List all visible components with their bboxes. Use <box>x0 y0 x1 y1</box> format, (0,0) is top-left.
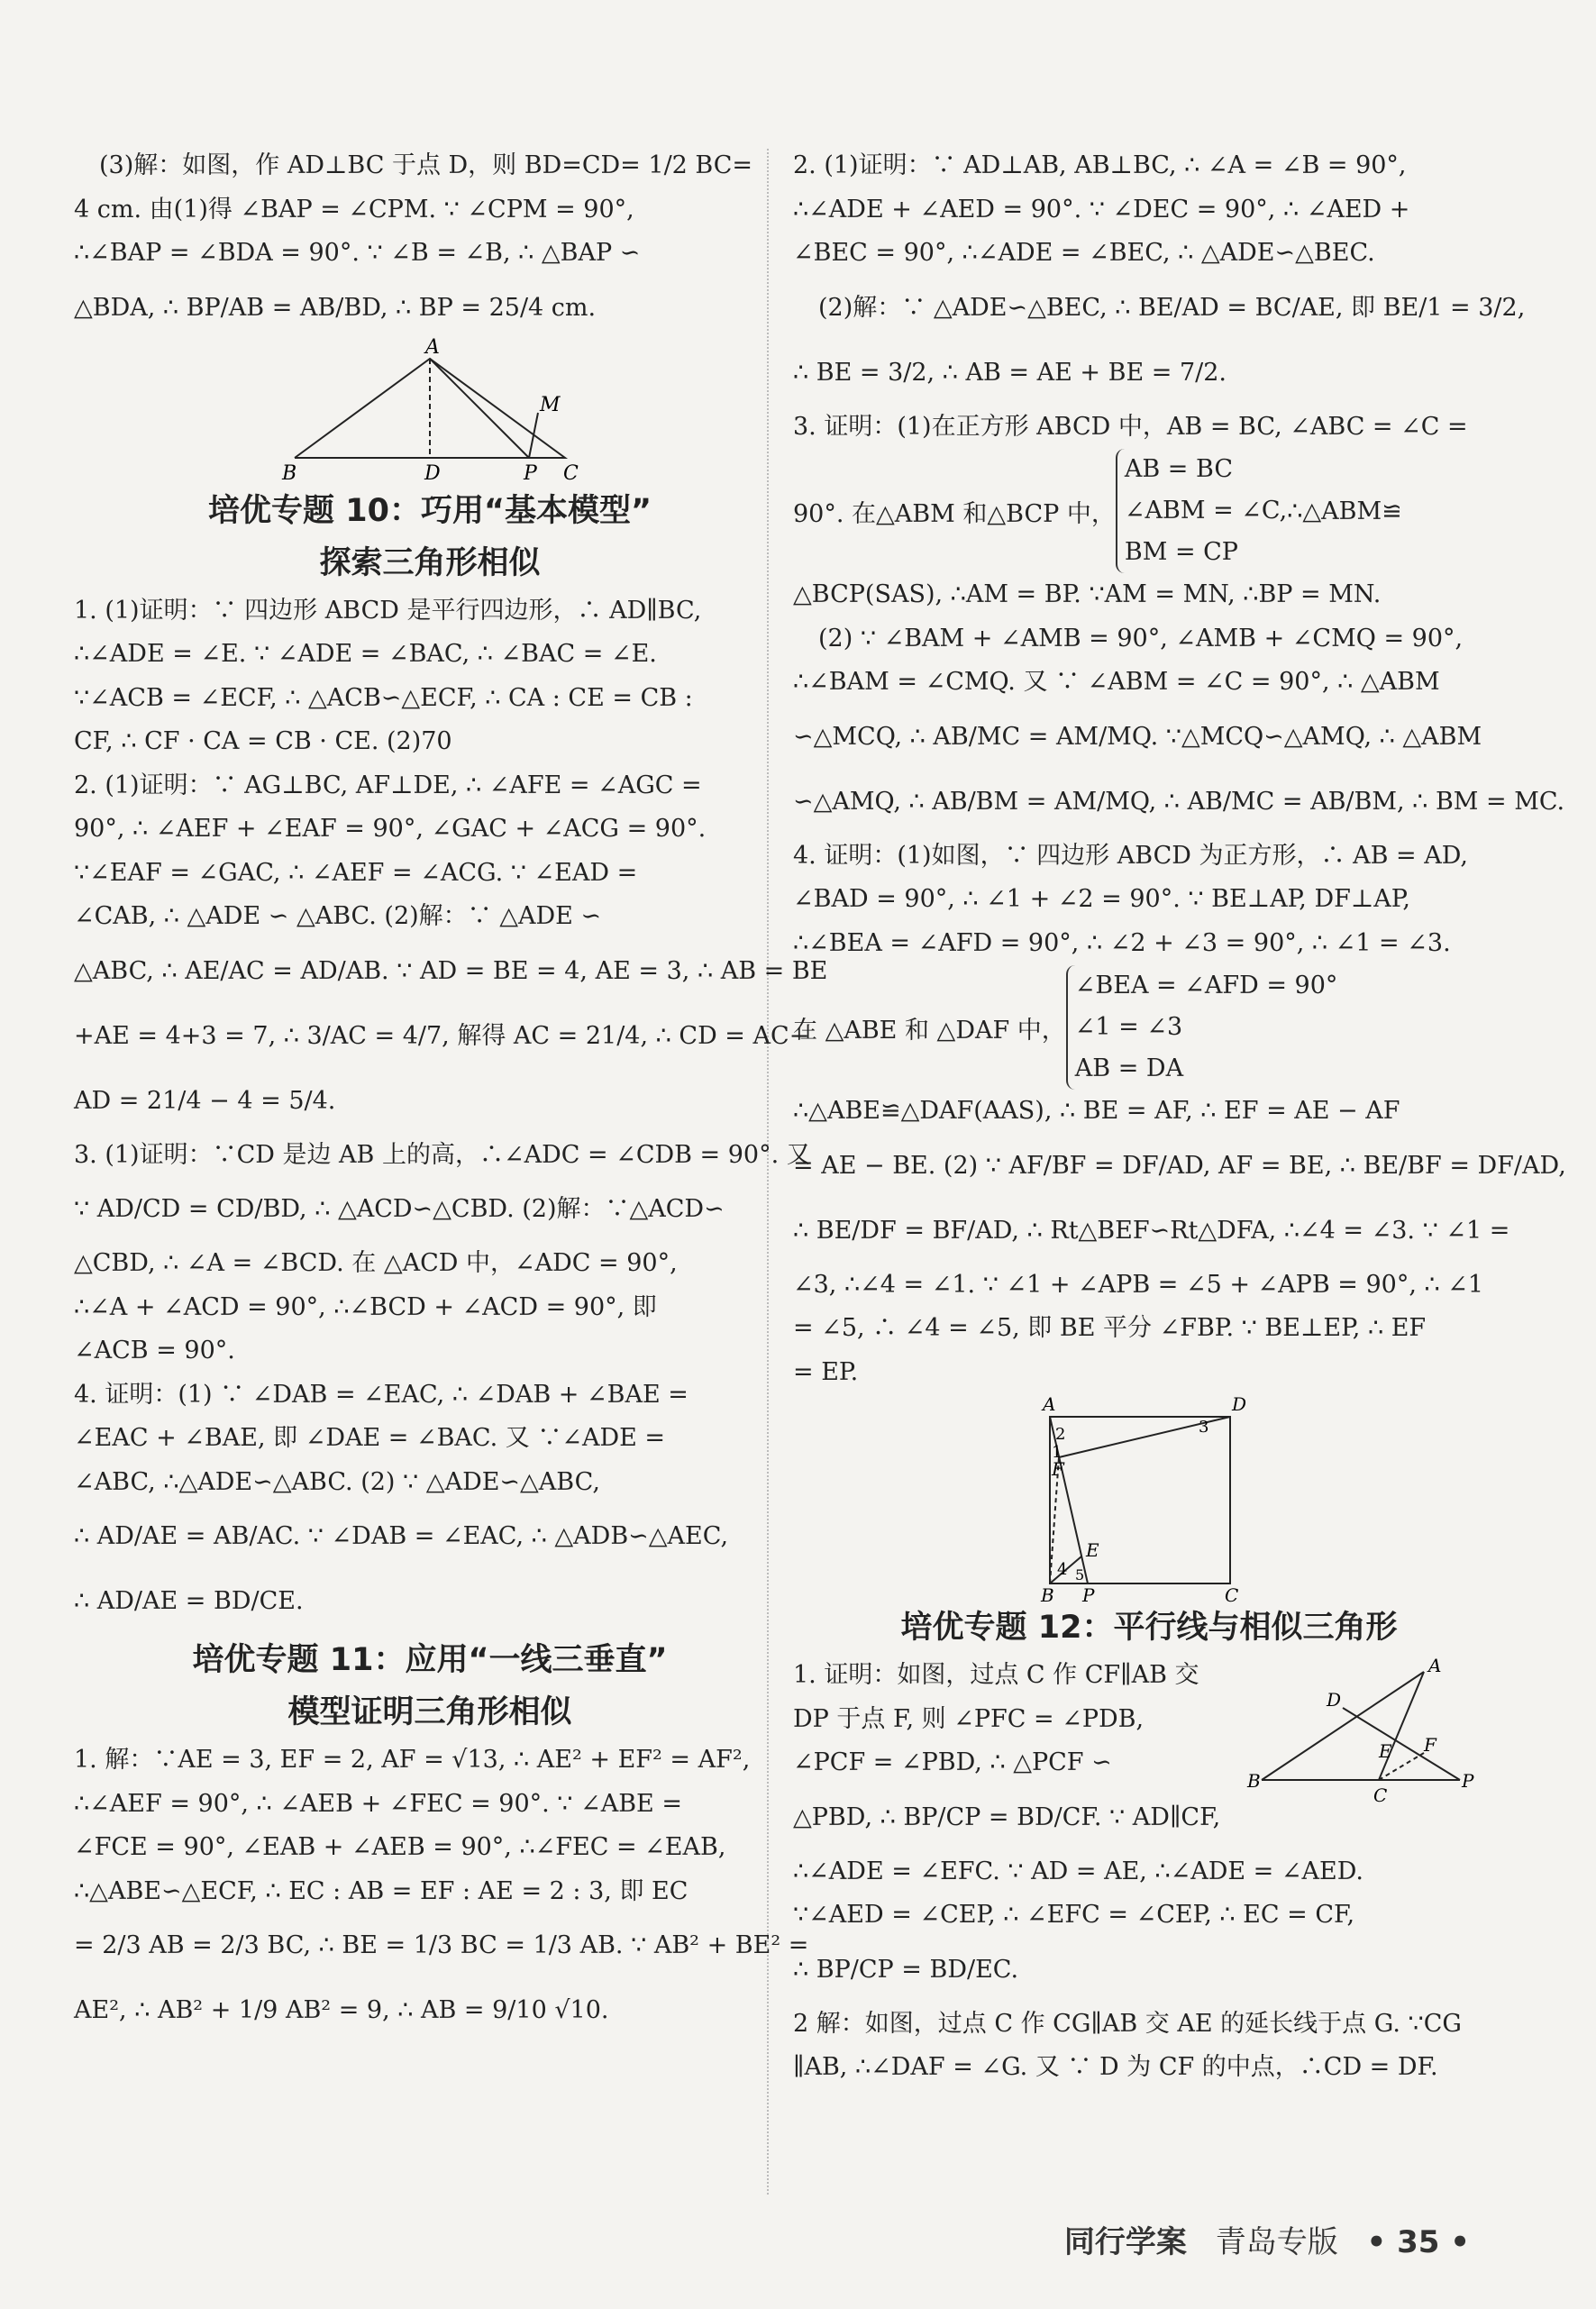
text-line: +AE = 4+3 = 7, ∴ 3/AC = 4/7, 解得 AC = 21/4, ∴ CD = AC− <box>74 1021 810 1050</box>
fig-label: B <box>282 461 297 485</box>
page-number: • 35 • <box>1366 2224 1470 2260</box>
section-title: 培优专题 11：应用“一线三垂直” <box>192 1642 668 1678</box>
text-line: ∵ AD/CD = CD/BD, ∴ △ACD∽△CBD. (2)解：∵△ACD∽ <box>74 1195 725 1223</box>
text-line: 4. 证明：(1) ∵ ∠DAB = ∠EAC, ∴ ∠DAB + ∠BAE = <box>74 1380 689 1409</box>
section-title: 培优专题 12：平行线与相似三角形 <box>900 1610 1398 1646</box>
text-line: ∵∠EAF = ∠GAC, ∴ ∠AEF = ∠ACG. ∵ ∠EAD = <box>74 858 638 887</box>
text-line: ∴∠BAM = ∠CMQ. 又 ∵ ∠ABM = ∠C = 90°, ∴ △ABM <box>793 668 1440 696</box>
text-line: ∴△ABE∽△ECF, ∴ EC : AB = EF : AE = 2 : 3, 即 EC <box>74 1876 689 1905</box>
text-line: ∠EAC + ∠BAE, 即 ∠DAE = ∠BAC. 又 ∵∠ADE = <box>74 1424 666 1452</box>
brace-block <box>793 965 1505 1090</box>
text-line: ∥AB, ∴∠DAF = ∠G. 又 ∵ D 为 CF 的中点，∴CD = DF. <box>793 2053 1438 2081</box>
text-line: = 2/3 AB = 2/3 BC, ∴ BE = 1/3 BC = 1/3 AB. ∵ AB² + BE² = <box>74 1931 809 1959</box>
text-line: 90°. 在△ABM 和△BCP 中， <box>793 499 1116 528</box>
text-line: ∴∠ADE + ∠AED = 90°. ∵ ∠DEC = 90°, ∴ ∠AED + <box>793 195 1410 224</box>
fig-label: E <box>1086 1539 1099 1561</box>
brace-line: BM = CP <box>1124 538 1238 566</box>
fig-label: F <box>1052 1458 1064 1480</box>
text-line: ∴ BE/DF = BF/AD, ∴ Rt△BEF∽Rt△DFA, ∴∠4 = ∠3. ∵ ∠1 = <box>793 1216 1510 1245</box>
fig-label: 2 <box>1055 1425 1066 1444</box>
fig-label: P <box>1082 1584 1095 1606</box>
text-line: 1. 解：∵AE = 3, EF = 2, AF = √13, ∴ AE² + EF² = AF², <box>74 1746 751 1774</box>
section-title: 培优专题 10：巧用“基本模型” <box>208 492 652 529</box>
text-line: ∴ BE = 3/2, ∴ AB = AE + BE = 7/2. <box>793 358 1227 387</box>
text-line: AD = 21/4 − 4 = 5/4. <box>74 1086 336 1115</box>
fig-label: A <box>425 335 440 359</box>
text-line: ∽△AMQ, ∴ AB/BM = AM/MQ, ∴ AB/MC = AB/BM, ∴ BM = MC. <box>793 787 1565 816</box>
text-line: ∠BAD = 90°, ∴ ∠1 + ∠2 = 90°. ∵ BE⊥AP, DF⊥AP, <box>793 885 1410 913</box>
text-line: ∴∠BAP = ∠BDA = 90°. ∵ ∠B = ∠B, ∴ △BAP ∽ <box>74 239 641 267</box>
text-line: ∵∠AED = ∠CEP, ∴ ∠EFC = ∠CEP, ∴ EC = CF, <box>793 1901 1355 1929</box>
text-line: △BDA, ∴ BP/AB = AB/BD, ∴ BP = 25/4 cm. <box>74 293 597 322</box>
text-line: 2. (1)证明：∵ AD⊥AB, AB⊥BC, ∴ ∠A = ∠B = 90°, <box>793 151 1407 179</box>
text-line: 4. 证明：(1)如图，∵ 四边形 ABCD 为正方形，∴ AB = AD, <box>793 841 1468 870</box>
text-line: 在 △ABE 和 △DAF 中， <box>793 1016 1066 1045</box>
text-line: AE², ∴ AB² + 1/9 AB² = 9, ∴ AB = 9/10 √10. <box>74 1996 609 2024</box>
text-line: 3. (1)证明：∵CD 是边 AB 上的高，∴∠ADC = ∠CDB = 90°. 又 <box>74 1140 811 1169</box>
text-line: 2 解：如图，过点 C 作 CG∥AB 交 AE 的延长线于点 G. ∵CG <box>793 2009 1462 2038</box>
brace-line: ∠ABM = ∠C, <box>1124 497 1288 525</box>
brace-line: AB = BC <box>1124 455 1234 483</box>
text-line: ∠ACB = 90°. <box>74 1337 235 1364</box>
problem-with-figure <box>793 1654 1505 1850</box>
brace-line: ∠BEA = ∠AFD = 90° <box>1074 972 1338 999</box>
text-line: DP 于点 F, 则 ∠PFC = ∠PDB, <box>793 1704 1145 1733</box>
fig-label: P <box>524 461 537 485</box>
brace-line: ∠1 = ∠3 <box>1074 1013 1183 1041</box>
text-line: △PBD, ∴ BP/CP = BD/CF. ∵ AD∥CF, <box>793 1802 1221 1831</box>
text-line: = EP. <box>793 1357 859 1386</box>
fig-label: B <box>1041 1584 1054 1606</box>
text-line: ∠CAB, ∴ △ADE ∽ △ABC. (2)解：∵ △ADE ∽ <box>74 902 602 930</box>
fig-label: C <box>1373 1784 1388 1806</box>
page-footer <box>1046 2217 1470 2261</box>
condition-brace <box>1116 449 1287 573</box>
fig-label: D <box>1232 1393 1247 1415</box>
text-line: ∴ AD/AE = AB/AC. ∵ ∠DAB = ∠EAC, ∴ △ADB∽△AEC, <box>74 1522 729 1550</box>
text-line: (2) ∵ ∠BAM + ∠AMB = 90°, ∠AMB + ∠CMQ = 90°, <box>818 624 1464 653</box>
brace-block <box>793 449 1505 573</box>
text-line: △BCP(SAS), ∴AM = BP. ∵AM = MN, ∴BP = MN. <box>793 580 1382 608</box>
fig-label: C <box>1225 1584 1239 1606</box>
triangle-figure-2 <box>1244 1654 1474 1807</box>
text-line: ∴△ABM≌ <box>1287 497 1402 525</box>
edition-label: 青岛专版 <box>1215 2224 1338 2260</box>
text-line: ∠ABC, ∴△ADE∽△ABC. (2) ∵ △ADE∽△ABC, <box>74 1467 600 1496</box>
text-line: ∴ BP/CP = BD/EC. <box>793 1955 1019 1984</box>
text-line: △ABC, ∴ AE/AC = AD/AB. ∵ AD = BE = 4, AE = 3, ∴ AB = BE <box>74 956 828 985</box>
text-line: 1. (1)证明：∵ 四边形 ABCD 是平行四边形，∴ AD∥BC, <box>74 596 702 625</box>
text-line: 1. 证明：如图，过点 C 作 CF∥AB 交 <box>793 1661 1199 1689</box>
text-line: ∴ AD/AE = BD/CE. <box>74 1587 304 1615</box>
triangle-figure <box>277 335 583 485</box>
fig-label: M <box>540 393 561 416</box>
text-line: (2)解：∵ △ADE∽△BEC, ∴ BE/AD = BC/AE, 即 BE/1 = 3/2, <box>818 293 1526 322</box>
text-line: ∴∠AEF = 90°, ∴ ∠AEB + ∠FEC = 90°. ∵ ∠ABE = <box>74 1789 682 1818</box>
text-line: ∠3, ∴∠4 = ∠1. ∵ ∠1 + ∠APB = ∠5 + ∠APB = 90°, ∴ ∠1 <box>793 1270 1484 1299</box>
text-line: ∴∠A + ∠ACD = 90°, ∴∠BCD + ∠ACD = 90°, 即 <box>74 1292 657 1321</box>
text-line: ∴∠BEA = ∠AFD = 90°, ∴ ∠2 + ∠3 = 90°, ∴ ∠1 = ∠3. <box>793 928 1451 957</box>
text-line: 4 cm. 由(1)得 ∠BAP = ∠CPM. ∵ ∠CPM = 90°, <box>74 195 634 224</box>
text-line: ∽△MCQ, ∴ AB/MC = AM/MQ. ∵△MCQ∽△AMQ, ∴ △ABM <box>793 722 1482 751</box>
square-figure <box>1032 1393 1266 1606</box>
text-line: (3)解：如图，作 AD⊥BC 于点 D，则 BD=CD= 1/2 BC= <box>99 151 753 179</box>
text-line: CF, ∴ CF · CA = CB · CE. (2)70 <box>74 727 452 755</box>
text-line: ∠BEC = 90°, ∴∠ADE = ∠BEC, ∴ △ADE∽△BEC. <box>793 239 1375 267</box>
brace-line: AB = DA <box>1074 1054 1184 1082</box>
section-title: 探索三角形相似 <box>319 544 541 581</box>
fig-label: C <box>563 461 579 485</box>
fig-label: D <box>1327 1689 1342 1711</box>
fig-label: B <box>1247 1770 1261 1792</box>
text-line: ∠PCF = ∠PBD, ∴ △PCF ∽ <box>793 1748 1112 1776</box>
fig-label: P <box>1462 1770 1474 1792</box>
right-column <box>793 144 1566 2090</box>
section-title: 模型证明三角形相似 <box>287 1694 572 1730</box>
text-line: ∴∠ADE = ∠E. ∵ ∠ADE = ∠BAC, ∴ ∠BAC = ∠E. <box>74 640 657 668</box>
condition-brace <box>1066 965 1338 1090</box>
text-line: 3. 证明：(1)在正方形 ABCD 中，AB = BC, ∠ABC = ∠C = <box>793 412 1468 441</box>
fig-label: D <box>424 461 441 485</box>
text-line: ∵∠ACB = ∠ECF, ∴ △ACB∽△ECF, ∴ CA : CE = CB : <box>74 683 693 712</box>
text-line: ∠FCE = 90°, ∠EAB + ∠AEB = 90°, ∴∠FEC = ∠EAB, <box>74 1833 726 1861</box>
fig-label: 5 <box>1075 1566 1085 1583</box>
text-line: △CBD, ∴ ∠A = ∠BCD. 在 △ACD 中，∠ADC = 90°, <box>74 1249 678 1277</box>
fig-label: A <box>1428 1655 1442 1676</box>
text-line: 90°, ∴ ∠AEF + ∠EAF = 90°, ∠GAC + ∠ACG = 90°. <box>74 815 707 843</box>
fig-label: 1 <box>1052 1443 1062 1462</box>
book-brand: 同行学案 <box>1063 2224 1187 2260</box>
text-line: ∴∠ADE = ∠EFC. ∵ AD = AE, ∴∠ADE = ∠AED. <box>793 1857 1363 1885</box>
text-line: 2. (1)证明：∵ AG⊥BC, AF⊥DE, ∴ ∠AFE = ∠AGC = <box>74 771 702 799</box>
fig-label: A <box>1043 1393 1056 1415</box>
fig-label: 3 <box>1199 1418 1209 1437</box>
text-line: = AE − BE. (2) ∵ AF/BF = DF/AD, AF = BE, ∴ BE/BF = DF/AD, <box>793 1151 1566 1180</box>
text-line: ∴△ABE≌△DAF(AAS), ∴ BE = AF, ∴ EF = AE − AF <box>793 1097 1400 1125</box>
fig-label: 4 <box>1057 1560 1068 1579</box>
fig-label: E <box>1379 1740 1392 1762</box>
fig-label: F <box>1424 1734 1436 1756</box>
text-line: = ∠5, ∴ ∠4 = ∠5, 即 BE 平分 ∠FBP. ∵ BE⊥EP, ∴ EF <box>793 1314 1427 1342</box>
